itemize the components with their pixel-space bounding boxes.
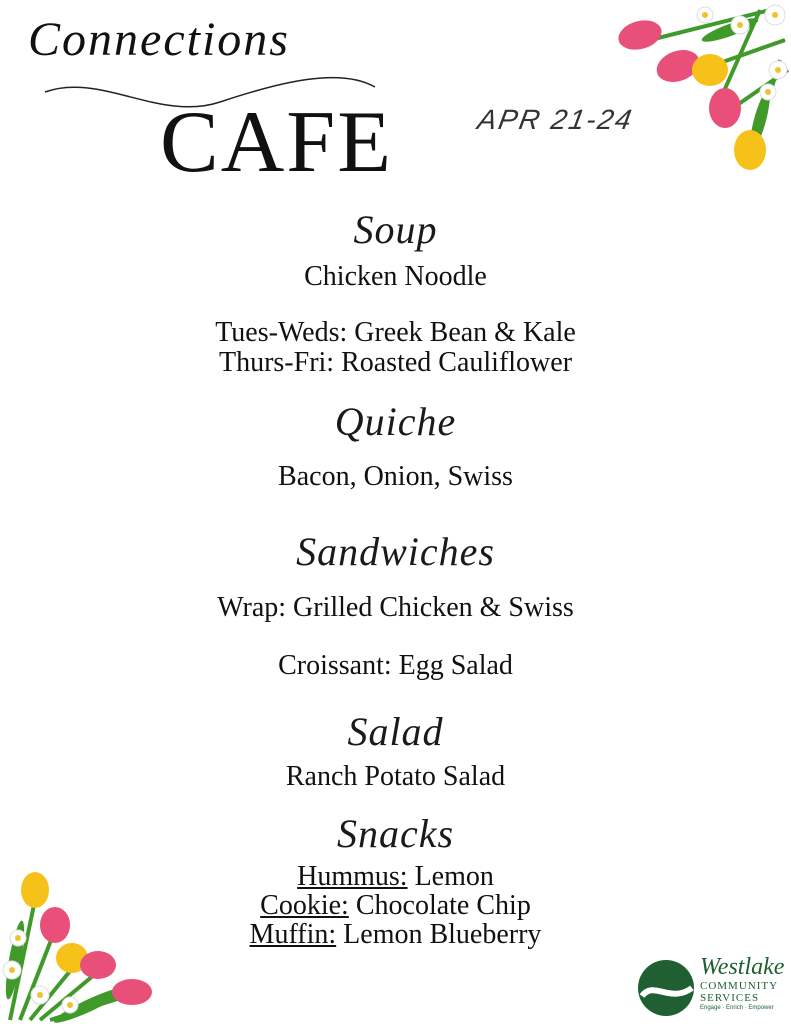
section-heading-sandwiches: Sandwiches [296, 529, 495, 574]
section-heading-salad: Salad [347, 709, 444, 754]
logo-line3: SERVICES [700, 992, 760, 1004]
menu-item: Croissant: Egg Salad [278, 650, 513, 681]
page-title: CAFE [160, 94, 393, 191]
snack-value: Lemon Blueberry [336, 919, 542, 950]
menu-item: Ranch Potato Salad [285, 761, 506, 792]
westlake-logo-mark [634, 958, 698, 1018]
tulip-decoration-top [610, 0, 791, 180]
section-heading-soup: Soup [353, 207, 438, 252]
logo-line2: COMMUNITY [700, 980, 779, 992]
snack-label: Hummus: [297, 861, 408, 892]
logo-name: Westlake [700, 954, 785, 980]
menu-item: Tues-Weds: Greek Bean & Kale [215, 317, 576, 348]
section-heading-snacks: Snacks [336, 811, 455, 856]
brand-script-title: Connections [28, 13, 290, 66]
tulip-decoration-bottom [0, 870, 160, 1024]
menu-item: Thurs-Fri: Roasted Cauliflower [218, 347, 573, 378]
logo-wordmark [700, 954, 784, 1012]
snack-value: Lemon [407, 861, 494, 892]
section-heading-quiche: Quiche [334, 399, 457, 444]
menu-item: Chicken Noodle [304, 261, 487, 292]
logo-tagline: Engage · Enrich · Empower [700, 1005, 774, 1011]
menu-item: Bacon, Onion, Swiss [278, 461, 513, 492]
snack-label: Cookie: [260, 890, 349, 921]
menu-item: Wrap: Grilled Chicken & Swiss [217, 592, 574, 623]
date-range: APR 21-24 [475, 104, 636, 135]
snack-value: Chocolate Chip [348, 890, 531, 921]
snack-label: Muffin: [249, 919, 337, 950]
